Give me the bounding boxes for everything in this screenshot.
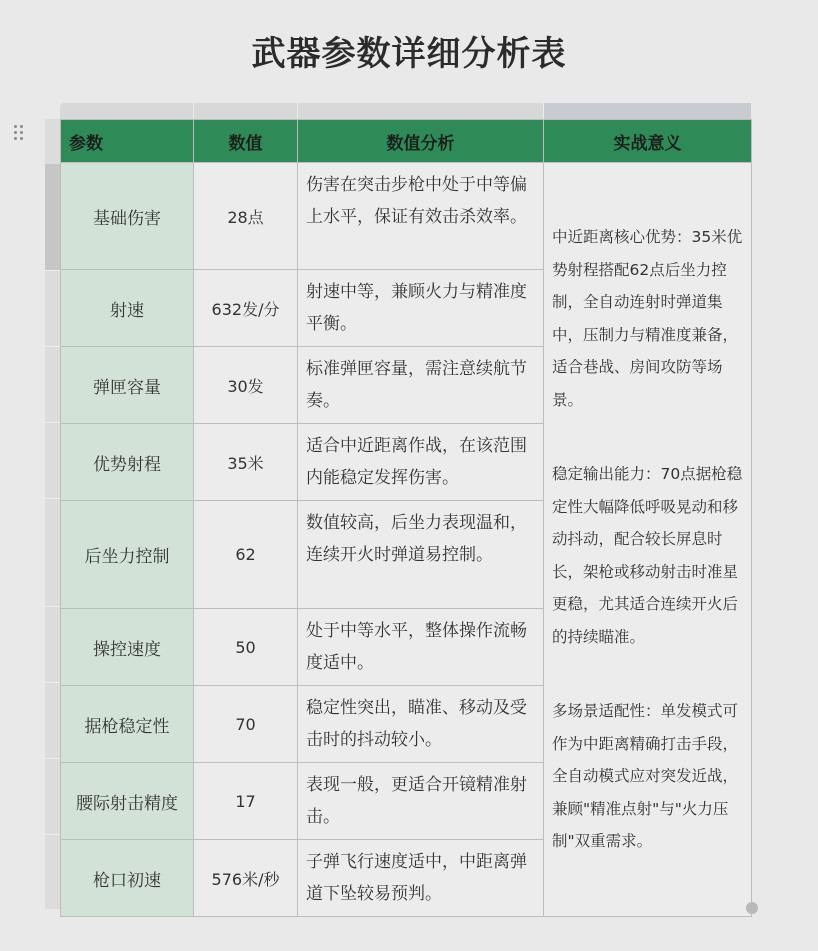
table-resize-handle[interactable] bbox=[746, 902, 758, 914]
meaning-paragraph-1: 中近距离核心优势：35米优势射程搭配62点后坐力控制，全自动连射时弹道集中，压制力与精准度兼备，适合巷战、房间攻防等场景。 bbox=[552, 228, 743, 409]
cell-analysis[interactable]: 射速中等，兼顾火力与精准度平衡。 bbox=[298, 270, 544, 347]
cell-param[interactable]: 据枪稳定性 bbox=[61, 686, 194, 763]
cell-param[interactable]: 基础伤害 bbox=[61, 163, 194, 270]
cell-param[interactable]: 优势射程 bbox=[61, 424, 194, 501]
row-selector-bar[interactable] bbox=[45, 119, 60, 909]
cell-value[interactable]: 50 bbox=[194, 609, 298, 686]
cell-analysis[interactable]: 处于中等水平，整体操作流畅度适中。 bbox=[298, 609, 544, 686]
cell-value[interactable]: 632发/分 bbox=[194, 270, 298, 347]
cell-value[interactable]: 17 bbox=[194, 763, 298, 840]
header-analysis[interactable]: 数值分析 bbox=[298, 120, 544, 163]
header-meaning[interactable]: 实战意义 bbox=[544, 120, 752, 163]
cell-value[interactable]: 62 bbox=[194, 501, 298, 609]
header-value[interactable]: 数值 bbox=[194, 120, 298, 163]
table-container bbox=[45, 103, 751, 909]
cell-param[interactable]: 枪口初速 bbox=[61, 840, 194, 917]
cell-param[interactable]: 后坐力控制 bbox=[61, 501, 194, 609]
column-selector-selected[interactable] bbox=[543, 103, 751, 119]
cell-analysis[interactable]: 标准弹匣容量，需注意续航节奏。 bbox=[298, 347, 544, 424]
cell-value[interactable]: 576米/秒 bbox=[194, 840, 298, 917]
cell-analysis[interactable]: 子弹飞行速度适中，中距离弹道下坠较易预判。 bbox=[298, 840, 544, 917]
cell-analysis[interactable]: 表现一般，更适合开镜精准射击。 bbox=[298, 763, 544, 840]
drag-handle-icon[interactable] bbox=[13, 124, 25, 142]
cell-analysis[interactable]: 稳定性突出，瞄准、移动及受击时的抖动较小。 bbox=[298, 686, 544, 763]
cell-value[interactable]: 35米 bbox=[194, 424, 298, 501]
cell-param[interactable]: 腰际射击精度 bbox=[61, 763, 194, 840]
cell-value[interactable]: 28点 bbox=[194, 163, 298, 270]
cell-analysis[interactable]: 适合中近距离作战，在该范围内能稳定发挥伤害。 bbox=[298, 424, 544, 501]
cell-value[interactable]: 70 bbox=[194, 686, 298, 763]
cell-meaning[interactable] bbox=[544, 163, 752, 917]
row-selector-selected[interactable] bbox=[45, 164, 60, 270]
cell-param[interactable]: 弹匣容量 bbox=[61, 347, 194, 424]
cell-param[interactable]: 射速 bbox=[61, 270, 194, 347]
table-header-row bbox=[61, 120, 752, 163]
column-selector-bar[interactable] bbox=[60, 103, 751, 119]
page-title: 武器参数详细分析表 bbox=[251, 34, 567, 74]
weapon-params-table bbox=[60, 119, 752, 917]
cell-value[interactable]: 30发 bbox=[194, 347, 298, 424]
table-row bbox=[61, 163, 752, 270]
cell-analysis[interactable]: 数值较高，后坐力表现温和，连续开火时弹道易控制。 bbox=[298, 501, 544, 609]
cell-analysis[interactable]: 伤害在突击步枪中处于中等偏上水平，保证有效击杀效率。 bbox=[298, 163, 544, 270]
meaning-paragraph-3: 多场景适配性：单发模式可作为中距离精确打击手段，全自动模式应对突发近战，兼顾"精准点射"与"火力压制"双重需求。 bbox=[552, 702, 739, 850]
header-param[interactable]: 参数 bbox=[61, 120, 194, 163]
cell-param[interactable]: 操控速度 bbox=[61, 609, 194, 686]
meaning-paragraph-2: 稳定输出能力：70点据枪稳定性大幅降低呼吸晃动和移动抖动，配合较长屏息时长，架枪或移动射击时准星更稳，尤其适合连续开火后的持续瞄准。 bbox=[552, 465, 743, 646]
